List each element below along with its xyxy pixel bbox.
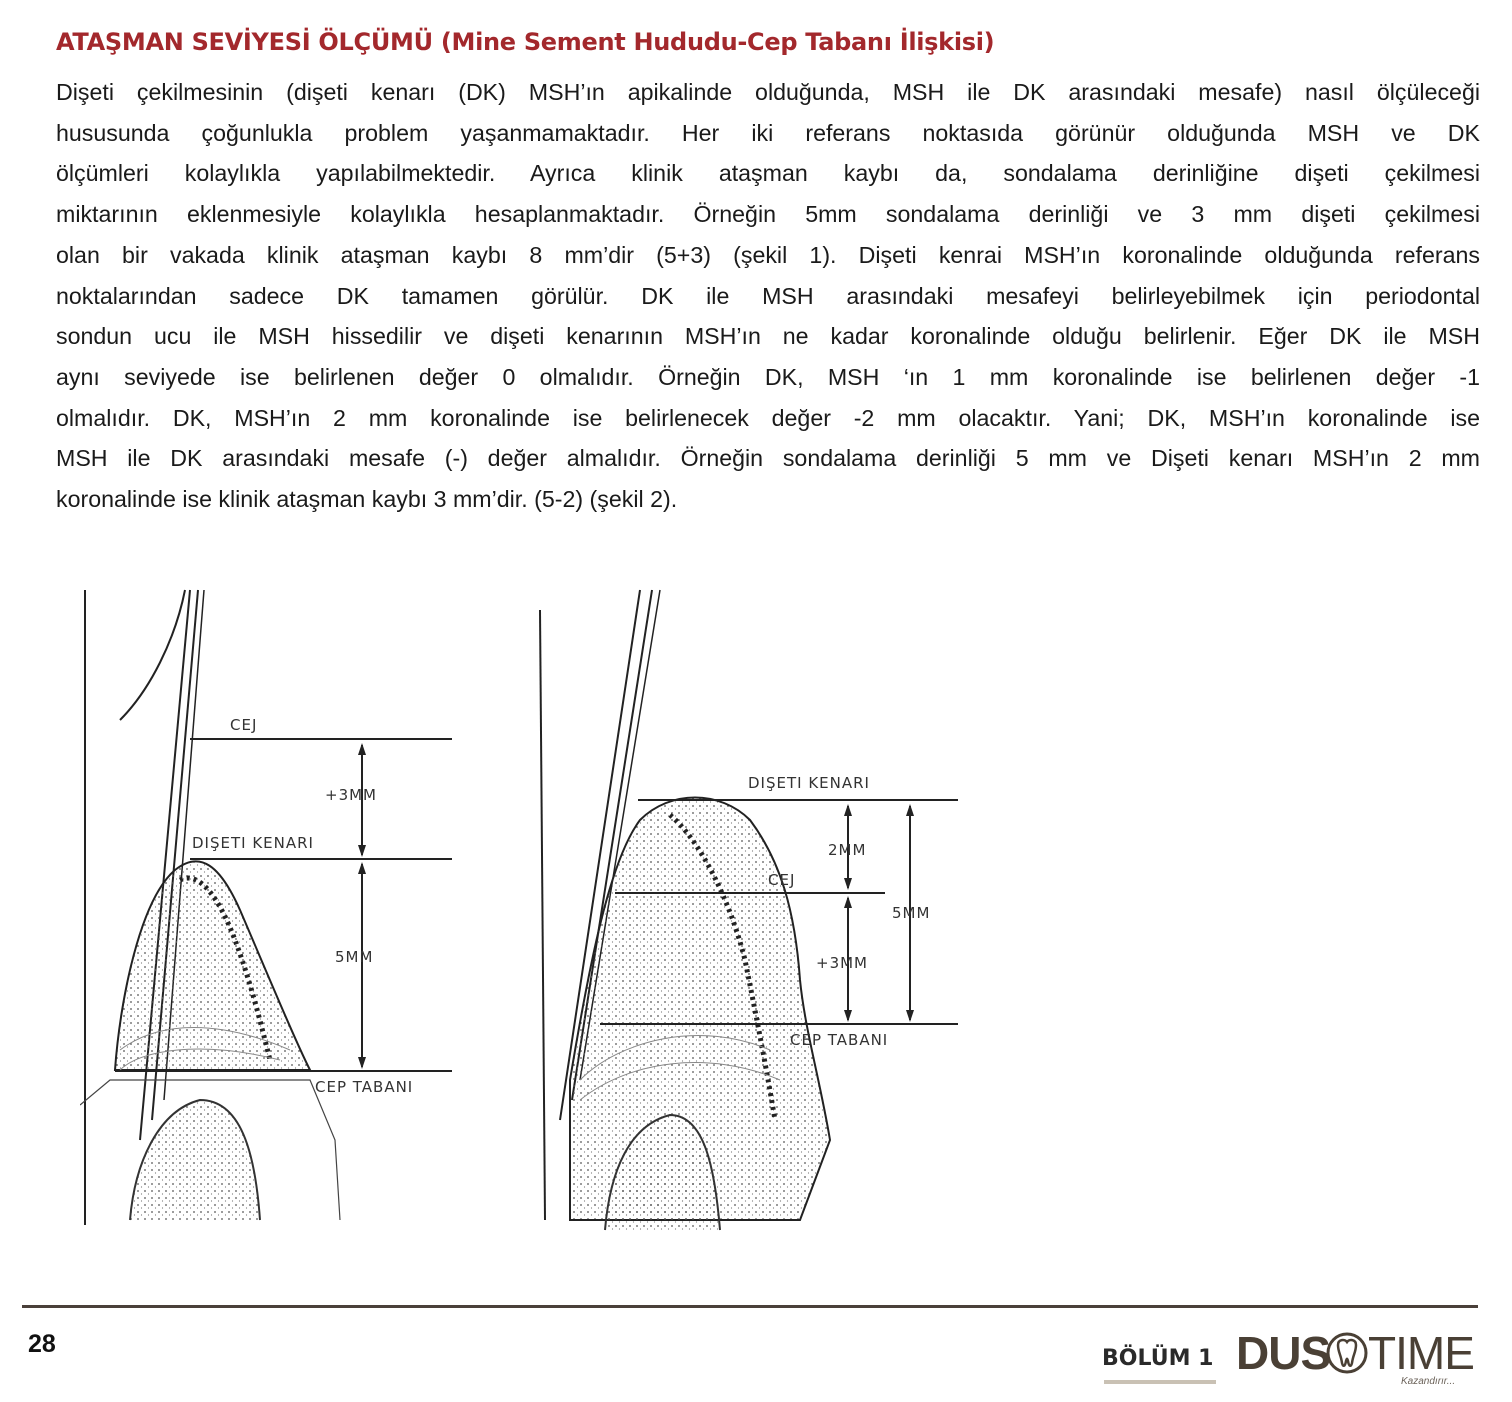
chapter-label: BÖLÜM 1 <box>1102 1346 1214 1371</box>
logo-text-right: TIME <box>1368 1327 1474 1379</box>
paragraph-line: koronalinde ise klinik ataşman kaybı 3 mm’dir. (5-2) (şekil 2). <box>56 486 678 513</box>
measure-label: 2MM <box>828 841 867 859</box>
figure-1-illustration <box>80 580 500 1232</box>
brand-logo <box>1236 1326 1486 1396</box>
measure-label: +3MM <box>325 786 377 804</box>
paragraph-line: olmalıdır. DK, MSH’ın 2 mm koronalinde ise belirlenecek değer -2 mm olacaktır. Yani; DK, MSH’ın koronalinde ise <box>56 404 1480 431</box>
measure-label: 5MM <box>335 948 374 966</box>
paragraph-line: ölçümleri kolaylıkla yapılabilmektedir. Ayrıca klinik ataşman kaybı da, sondalama derinliğine dişeti çekilmesi <box>56 160 1480 187</box>
paragraph-line: miktarının eklenmesiyle kolaylıkla hesaplanmaktadır. Örneğin 5mm sondalama derinliği ve 3 mm dişeti çekilmesi <box>56 201 1480 228</box>
paragraph-line: hususunda çoğunlukla problem yaşanmamaktadır. Her iki referans noktasıda görünür olduğunda MSH ve DK <box>56 119 1480 146</box>
measure-label: +3MM <box>816 954 868 972</box>
figure-2-drawing <box>530 580 970 1240</box>
gingival-margin-label: DIŞETI KENARI <box>192 834 314 852</box>
paragraph-line: MSH ile DK arasındaki mesafe (-) değer almalıdır. Örneğin sondalama derinliği 5 mm ve Dişeti kenarı MSH’ın 2 mm <box>56 445 1480 472</box>
figure-1-drawing <box>80 580 500 1232</box>
body-paragraph <box>56 72 1480 520</box>
paragraph-line: noktalarından sadece DK tamamen görülür. DK ile MSH arasındaki mesafeyi belirleyebilmek için periodontal <box>56 282 1480 309</box>
paragraph-line: Dişeti çekilmesinin (dişeti kenarı (DK) MSH’ın apikalinde olduğunda, MSH ile DK arasındaki mesafe) nasıl ölçüleceği <box>56 79 1480 105</box>
paragraph-line: olan bir vakada klinik ataşman kaybı 8 mm’dir (5+3) (şekil 1). Dişeti kenrai MSH’ın koronalinde olduğunda referans <box>56 241 1480 268</box>
paragraph-line: aynı seviyede ise belirlenen değer 0 olmalıdır. Örneğin DK, MSH ‘ın 1 mm koronalinde ise belirlenen değer -1 <box>56 363 1480 390</box>
measure-label: 5MM <box>892 904 931 922</box>
pocket-base-label: CEP TABANI <box>315 1078 414 1096</box>
pocket-base-label: CEP TABANI <box>790 1031 889 1049</box>
figure-2-illustration <box>530 580 970 1240</box>
paragraph-line: sondun ucu ile MSH hissedilir ve dişeti kenarının MSH’ın ne kadar koronalinde olduğu belirlenir. Eğer DK ile MSH <box>56 323 1480 350</box>
footer-divider <box>22 1305 1478 1308</box>
section-heading: ATAŞMAN SEVİYESİ ÖLÇÜMÜ (Mine Sement Hududu-Cep Tabanı İlişkisi) <box>56 28 995 56</box>
logo-tagline: Kazandırır... <box>1401 1376 1456 1387</box>
gingival-margin-label: DIŞETI KENARI <box>748 774 870 792</box>
tooth-icon <box>1326 1330 1368 1381</box>
page-number: 28 <box>28 1330 56 1358</box>
chapter-underline <box>1104 1380 1216 1384</box>
cej-label: CEJ <box>768 871 796 889</box>
cej-label: CEJ <box>230 716 258 734</box>
logo-text-left: DUS <box>1236 1327 1331 1379</box>
